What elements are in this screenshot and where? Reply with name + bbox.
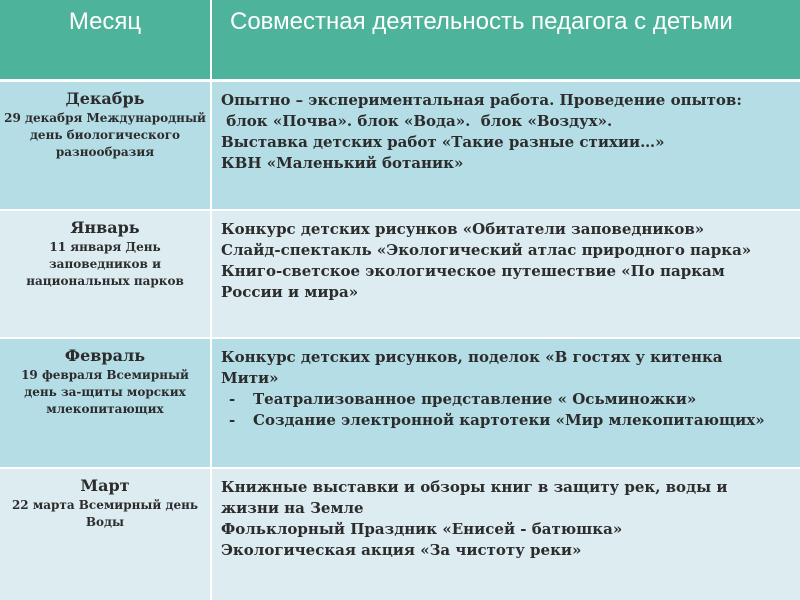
column-divider (210, 82, 212, 209)
month-cell (0, 82, 210, 209)
activity-line: Экологическая акция «За чистоту реки» (221, 541, 582, 559)
bullet-dash: - (229, 390, 236, 408)
month-cell (0, 339, 210, 467)
month-name: Март (80, 476, 130, 495)
month-note: 19 февраля Всемирный день за-щиты морских млекопитающих (21, 368, 189, 416)
column-divider (210, 469, 212, 600)
month-note: 29 декабря Международный день биологического разнообразия (4, 111, 206, 159)
activity-line: Выставка детских работ «Такие разные стихии…» (221, 133, 665, 151)
table-row (0, 469, 800, 600)
month-name: Декабрь (65, 89, 145, 108)
bullet-item (221, 389, 791, 410)
month-note: 11 января День заповедников и национальных парков (26, 240, 184, 288)
activity-cell (221, 90, 791, 174)
activity-line: Фольклорный Праздник «Енисей - батюшка» (221, 520, 623, 538)
activity-line: Конкурс детских рисунков, поделок «В гостях у китенка Мити» (221, 348, 723, 387)
activity-line: Книго-светское экологическое путешествие «По паркам России и мира» (221, 262, 725, 301)
activity-line: Опытно – экспериментальная работа. Проведение опытов: (221, 91, 742, 109)
column-divider (210, 339, 212, 467)
activity-cell (221, 219, 791, 303)
table-row (0, 211, 800, 339)
bullet-text: Создание электронной картотеки «Мир млекопитающих» (253, 411, 765, 429)
month-cell (0, 469, 210, 600)
activity-cell (221, 347, 791, 431)
table-header (0, 0, 800, 82)
header-activity: Совместная деятельность педагога с детьми (230, 8, 733, 35)
activity-line: блок «Почва». блок «Вода». блок «Воздух». (221, 112, 613, 130)
activity-line: Конкурс детских рисунков «Обитатели заповедников» (221, 220, 705, 238)
month-cell (0, 211, 210, 337)
table-row (0, 339, 800, 469)
month-note: 22 марта Всемирный день Воды (11, 498, 199, 529)
bullet-text: Театрализованное представление « Осьминожки» (253, 390, 697, 408)
month-name: Февраль (64, 346, 146, 365)
activity-cell (221, 477, 791, 561)
activity-line: Слайд-спектакль «Экологический атлас природного парка» (221, 241, 752, 259)
header-month: Месяц (68, 8, 142, 35)
column-divider (210, 211, 212, 337)
bullet-dash: - (229, 411, 236, 429)
activity-line: Книжные выставки и обзоры книг в защиту рек, воды и жизни на Земле (221, 478, 728, 517)
month-name: Январь (70, 218, 140, 237)
table-row (0, 82, 800, 211)
activity-line: КВН «Маленький ботаник» (221, 154, 464, 172)
bullet-item (221, 410, 791, 431)
